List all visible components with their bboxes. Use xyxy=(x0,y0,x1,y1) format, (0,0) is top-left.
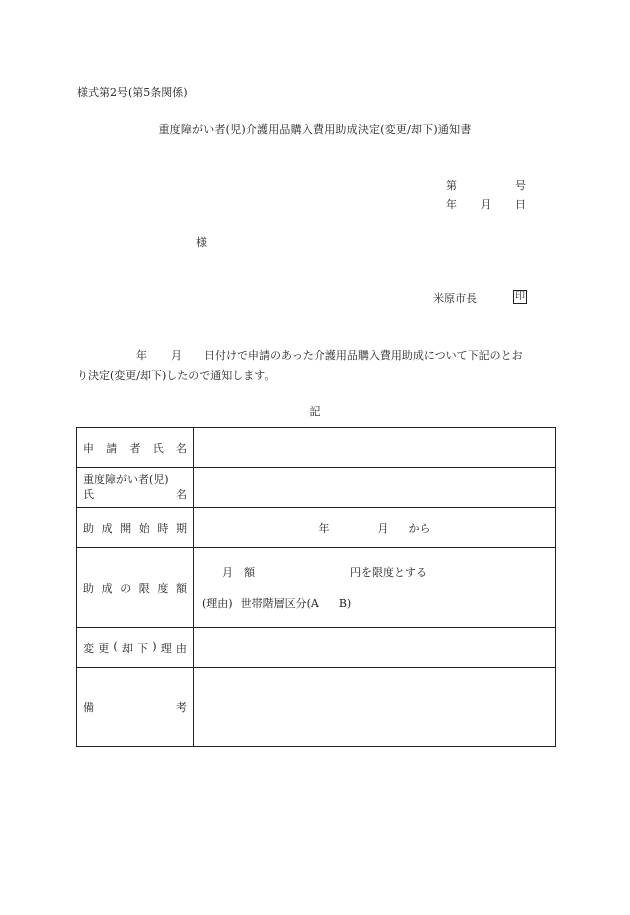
change-reason-label-char: 更 xyxy=(98,641,110,655)
issuer-name: 米原市長 xyxy=(433,292,477,305)
applicant-label xyxy=(77,428,194,468)
form-number: 様式第2号(第5条関係) xyxy=(77,86,188,99)
limit-text: 円を限度とする xyxy=(350,565,427,579)
start-period-label-char: 時 xyxy=(157,521,169,535)
body-text-rest: 日付けで申請のあった介護用品購入費用助成について下記のとお xyxy=(204,349,523,362)
change-reason-label-char: 変 xyxy=(83,641,94,655)
limit-amount-label-char: 限 xyxy=(138,581,150,595)
row-applicant xyxy=(77,428,556,468)
body-month: 月 xyxy=(171,349,182,362)
change-reason-value[interactable] xyxy=(194,628,556,668)
change-reason-label-char: ( xyxy=(113,639,118,653)
remarks-value[interactable] xyxy=(194,668,556,747)
date-year: 年 xyxy=(446,198,457,211)
body-text-line1 xyxy=(136,350,523,361)
limit-amount-label xyxy=(77,548,194,628)
body-year: 年 xyxy=(136,349,147,362)
start-from: から xyxy=(408,521,431,535)
change-reason-label-char: ) xyxy=(152,639,157,653)
body-text-line2: り決定(変更/却下)したので通知します。 xyxy=(77,369,276,382)
limit-amount-label-char: 助 xyxy=(83,581,94,595)
disabled-person-label-line1: 重度障がい者(児) xyxy=(83,473,169,487)
start-period-label-char: 成 xyxy=(101,521,113,535)
start-period-label-char: 期 xyxy=(175,521,187,535)
document-title: 重度障がい者(児)介護用品購入費用助成決定(変更/却下)通知書 xyxy=(158,123,472,136)
disabled-person-label-mei: 名 xyxy=(176,487,187,501)
applicant-label-text xyxy=(83,440,187,456)
limit-amount-label-char: 額 xyxy=(175,581,187,595)
change-reason-label-char: 理 xyxy=(160,641,172,655)
remarks-label xyxy=(77,668,194,747)
start-period-label-text xyxy=(83,520,187,536)
start-period-text xyxy=(319,520,431,536)
change-reason-label-char: 却 xyxy=(121,641,133,655)
applicant-label-char: 申 xyxy=(83,441,94,455)
change-reason-label-text xyxy=(83,640,187,656)
limit-amount-content xyxy=(194,567,555,609)
limit-monthly-label: 月 額 xyxy=(222,565,255,579)
disabled-person-value[interactable] xyxy=(194,468,556,508)
disabled-person-label-shi: 氏 xyxy=(83,487,94,501)
applicant-value[interactable] xyxy=(194,428,556,468)
remarks-label-bi: 備 xyxy=(83,701,94,714)
disabled-person-label xyxy=(77,468,194,508)
ki-heading: 記 xyxy=(309,405,321,418)
row-start-period xyxy=(77,508,556,548)
change-reason-label-char: 由 xyxy=(175,641,187,655)
limit-amount-label-char: 度 xyxy=(157,581,169,595)
household-class-b: B) xyxy=(338,596,352,610)
start-period-label-char: 助 xyxy=(83,521,94,535)
disabled-person-label-line2 xyxy=(83,488,187,502)
date-day: 日 xyxy=(515,198,526,211)
seal-stamp: 印 xyxy=(515,291,525,302)
remarks-label-kou: 考 xyxy=(176,701,187,714)
start-period-label-char: 開 xyxy=(120,521,132,535)
limit-amount-label-char: 成 xyxy=(101,581,113,595)
applicant-label-char: 氏 xyxy=(152,441,164,455)
limit-monthly-line xyxy=(222,567,555,578)
row-limit-amount xyxy=(77,548,556,628)
change-reason-label xyxy=(77,628,194,668)
date-month: 月 xyxy=(480,198,492,211)
applicant-label-char: 名 xyxy=(176,441,187,455)
limit-reason-label: (理由) xyxy=(202,596,233,610)
applicant-label-char: 請 xyxy=(106,441,118,455)
household-class: 世帯階層区分(A xyxy=(240,596,319,610)
remarks-label-text xyxy=(83,699,187,715)
issue-date xyxy=(446,199,526,210)
applicant-label-char: 者 xyxy=(129,441,141,455)
row-remarks xyxy=(77,668,556,747)
start-year: 年 xyxy=(318,521,330,535)
limit-reason-line xyxy=(202,598,555,609)
application-table xyxy=(76,427,556,747)
limit-amount-label-text xyxy=(83,580,187,596)
limit-amount-label-char: の xyxy=(120,581,132,595)
start-month: 月 xyxy=(377,521,389,535)
start-period-label xyxy=(77,508,194,548)
limit-amount-value[interactable] xyxy=(194,548,556,628)
doc-number-suffix: 号 xyxy=(515,179,526,192)
row-change-reason xyxy=(77,628,556,668)
document-number xyxy=(446,180,526,191)
row-disabled-person xyxy=(77,468,556,508)
start-period-value[interactable] xyxy=(194,508,556,548)
doc-number-prefix: 第 xyxy=(446,179,457,192)
start-period-label-char: 始 xyxy=(138,521,150,535)
change-reason-label-char: 下 xyxy=(137,641,149,655)
recipient-honorific: 様 xyxy=(196,236,207,249)
